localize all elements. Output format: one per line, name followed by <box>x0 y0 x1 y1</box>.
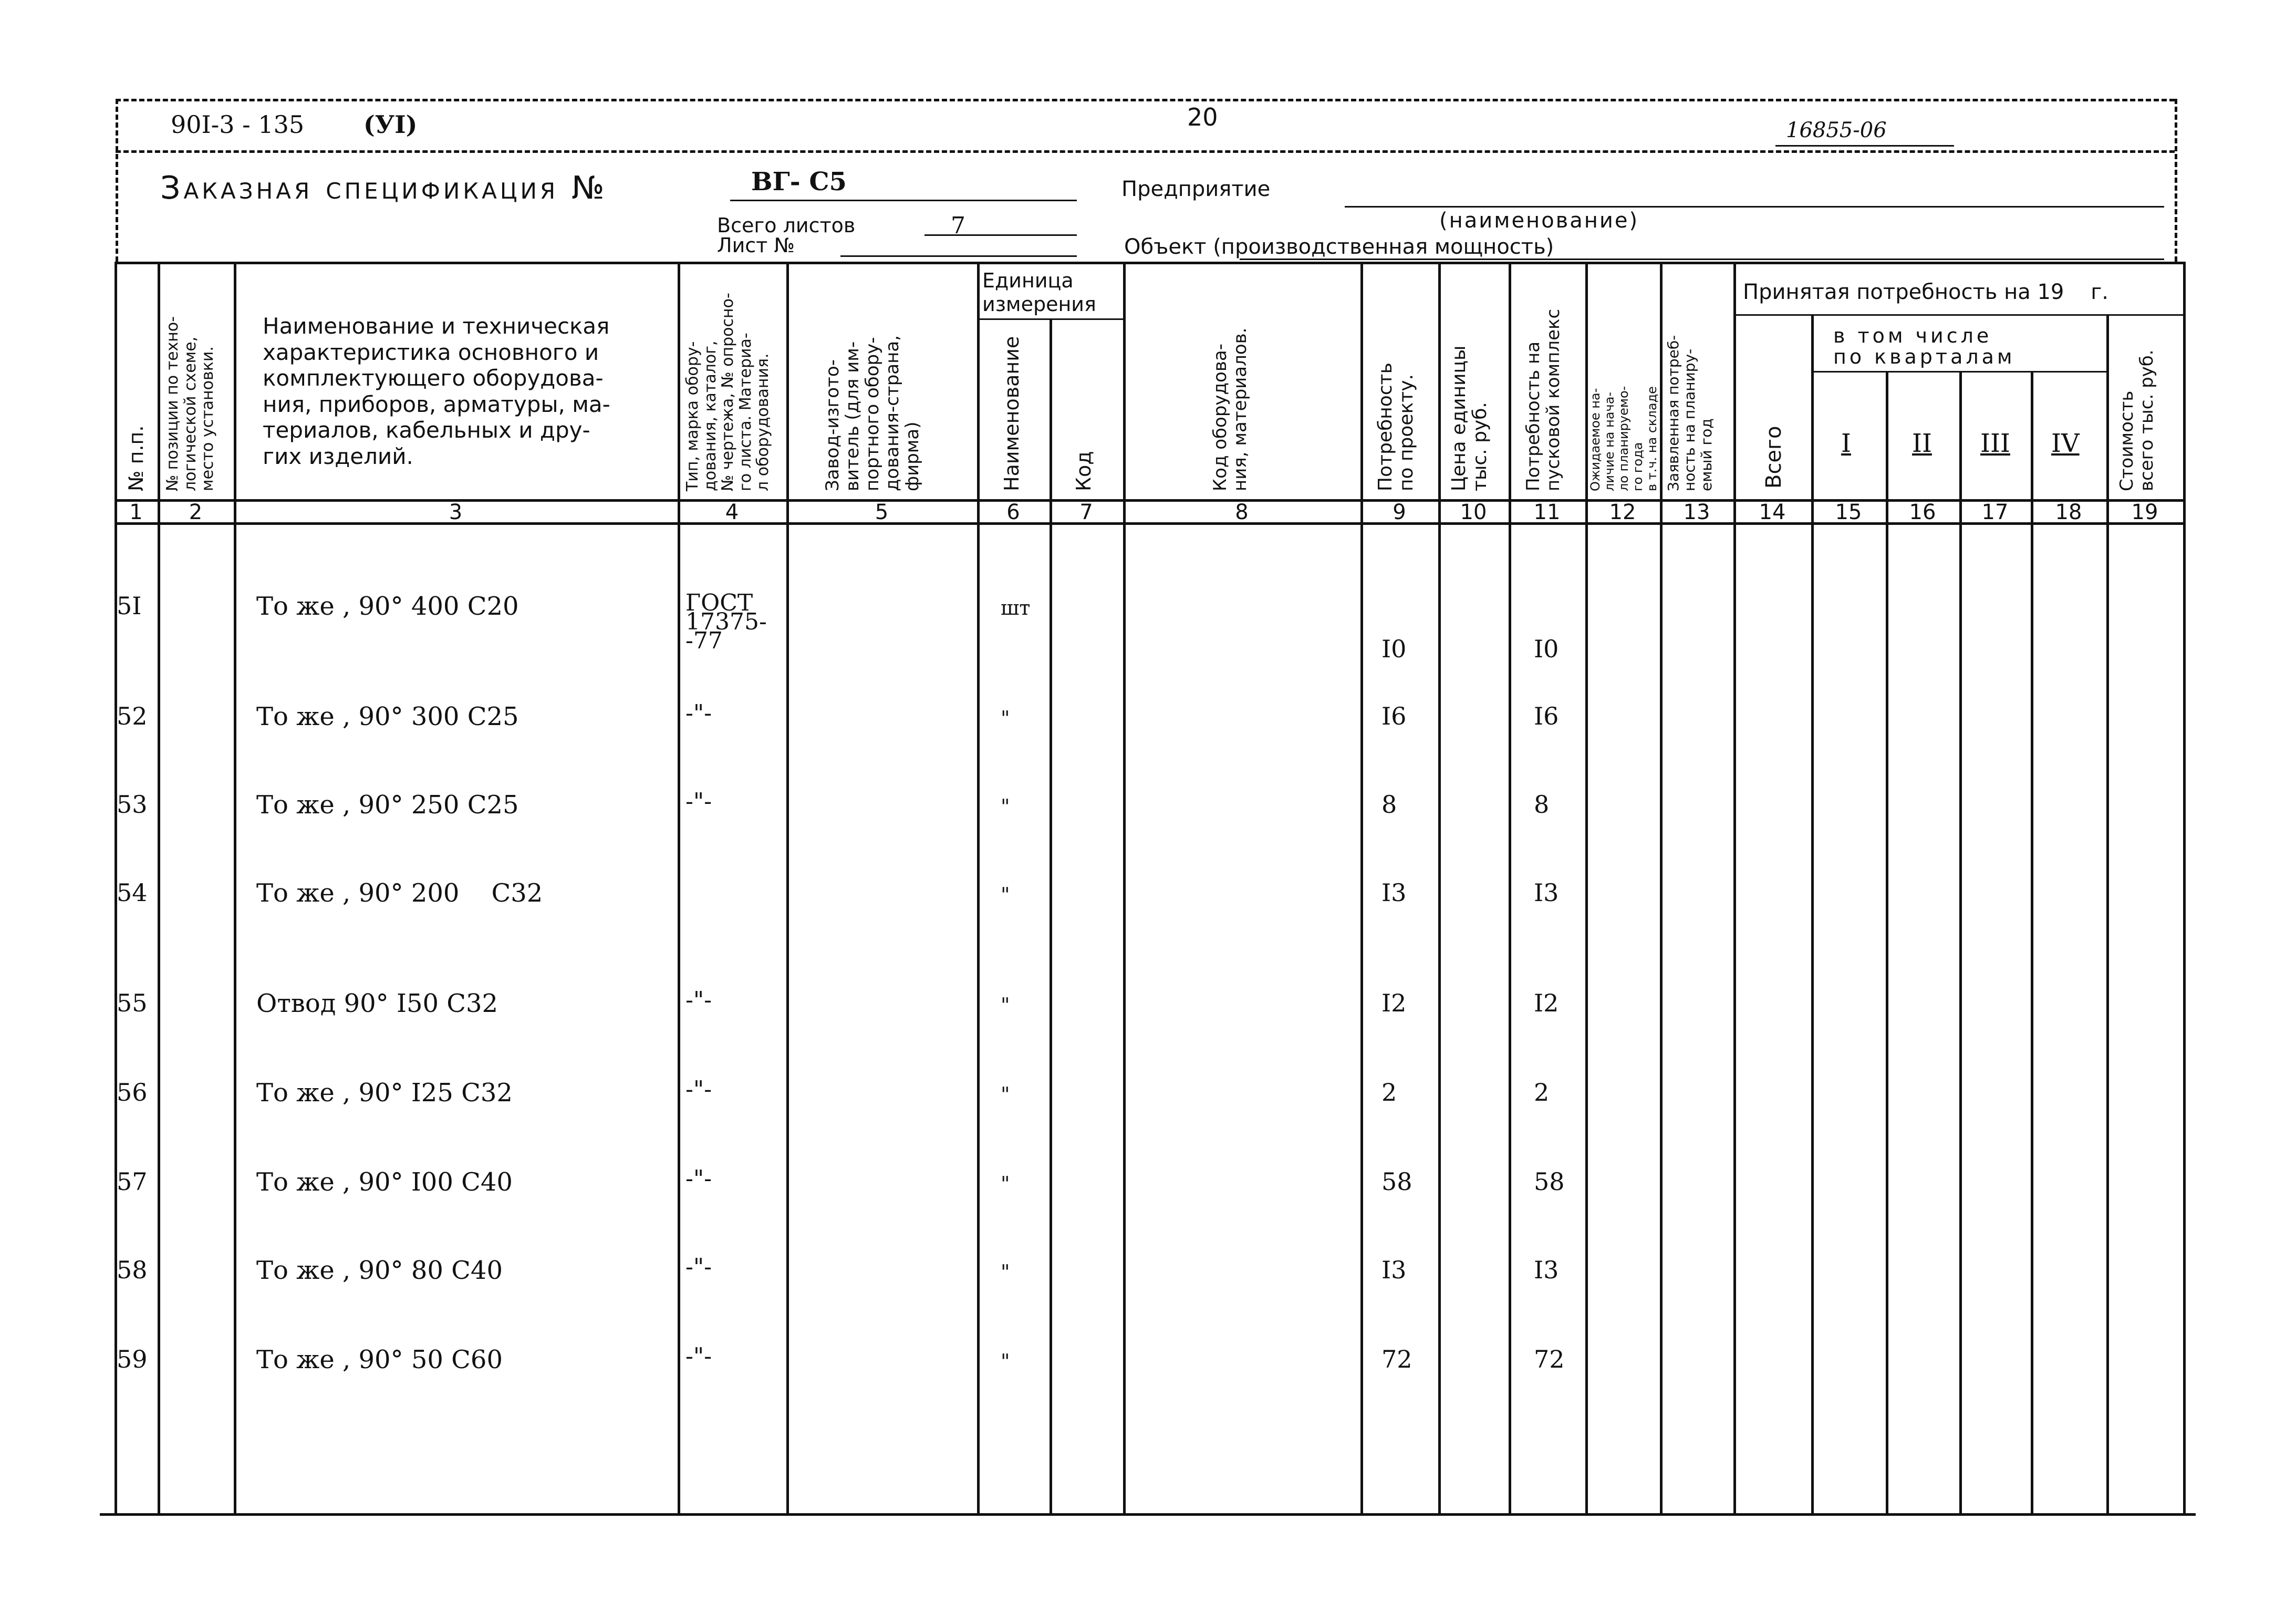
doc-part: (УI) <box>363 110 418 139</box>
column-number: 12 <box>1609 500 1636 524</box>
frame-top <box>116 99 2175 101</box>
row-number: 53 <box>117 790 148 819</box>
col-line-9 <box>1438 262 1441 1514</box>
header-col-19: Стоимость всего тыс. руб. <box>2116 349 2158 491</box>
row-name: Отвод 90° I50 С32 <box>256 989 498 1018</box>
row-unit: " <box>1001 795 1010 818</box>
row-number: 59 <box>117 1345 148 1373</box>
spec-title: Заказная спецификация № <box>160 170 608 206</box>
row-unit: " <box>1001 1172 1010 1195</box>
col-line-12 <box>1660 262 1663 1514</box>
row-name: То же , 90° 50 С60 <box>256 1345 503 1374</box>
col-line-19 <box>2183 262 2186 1514</box>
col-line-7 <box>1123 262 1126 1514</box>
row-type: -"- <box>685 1076 712 1103</box>
column-number: 14 <box>1759 500 1786 524</box>
row-type: -"- <box>685 700 712 727</box>
header-col-6: Наименование <box>1000 336 1023 491</box>
header-col-16: II <box>1912 429 1932 458</box>
row-need: I3 <box>1381 1256 1407 1284</box>
row-number: 57 <box>117 1167 148 1196</box>
row-type: -"- <box>685 1254 712 1280</box>
column-number: 3 <box>449 500 463 524</box>
col-line-17 <box>2031 371 2033 1514</box>
row-launch: 72 <box>1534 1345 1565 1373</box>
row-launch: 2 <box>1534 1078 1550 1107</box>
row-need: 58 <box>1381 1167 1412 1196</box>
row-type: ГОСТ 17375- -77 <box>685 590 767 655</box>
spec-number-line <box>730 200 1077 201</box>
header-col-14: Всего <box>1762 426 1786 489</box>
header-col-13: Заявленная потреб- ность на планиру- емый год <box>1665 335 1715 491</box>
row-type: -"- <box>685 1343 712 1370</box>
row-need: I2 <box>1381 989 1407 1017</box>
header-divider <box>116 150 2175 153</box>
header-col-8: Код оборудова- ния, материалов. <box>1210 327 1251 491</box>
row-launch: 8 <box>1534 790 1550 819</box>
header-col-3: Наименование и техническая характеристика основного и комплектующего оборудова- ния, приборов, арматуры, ма- териалов, кабельных и дру- гих изделий. <box>263 313 610 469</box>
column-number: 13 <box>1683 500 1710 524</box>
col-line-15 <box>1886 371 1888 1514</box>
row-need: 8 <box>1381 790 1397 819</box>
column-number: 19 <box>2131 500 2158 524</box>
column-number: 8 <box>1235 500 1249 524</box>
header-col-15: I <box>1841 429 1851 458</box>
header-col-11: Потребность на пусковой комплекс <box>1523 308 1564 491</box>
col-line-16 <box>1959 371 1962 1514</box>
col-line-8 <box>1360 262 1363 1514</box>
row-type: -"- <box>685 987 712 1014</box>
column-number: 10 <box>1460 500 1487 524</box>
row-number: 5I <box>117 592 142 620</box>
frame-right-upper <box>2175 99 2177 262</box>
row-number: 56 <box>117 1078 148 1107</box>
column-number: 9 <box>1393 500 1406 524</box>
row-launch: I3 <box>1534 1256 1559 1284</box>
column-number: 1 <box>129 500 143 524</box>
col-line-6 <box>1050 318 1052 1514</box>
table-top <box>116 262 2185 264</box>
row-unit: " <box>1001 1350 1010 1373</box>
col-line-1 <box>158 262 160 1514</box>
col-line-5 <box>977 262 980 1514</box>
row-launch: I3 <box>1534 878 1559 907</box>
row-name: То же , 90° 80 С40 <box>256 1256 503 1285</box>
header-col-1: № п.п. <box>124 425 148 491</box>
row-need: I6 <box>1381 702 1407 730</box>
header-col-9: Потребность по проекту. <box>1375 363 1418 491</box>
row-name: То же , 90° I25 С32 <box>256 1078 513 1108</box>
row-need: I3 <box>1381 878 1407 907</box>
sheet-label: Лист № <box>717 234 795 257</box>
column-number: 11 <box>1533 500 1561 524</box>
header-unit-group: Единица измерения <box>982 269 1096 316</box>
row-need: 72 <box>1381 1345 1412 1373</box>
column-number: 17 <box>1981 500 2009 524</box>
col-line-3 <box>678 262 680 1514</box>
column-number: 16 <box>1909 500 1936 524</box>
enterprise-label: Предприятие <box>1121 177 1271 201</box>
enterprise-line <box>1345 206 2164 208</box>
archive-underline <box>1775 145 1954 147</box>
column-number: 18 <box>2055 500 2082 524</box>
col-line-10 <box>1509 262 1511 1514</box>
column-number: 7 <box>1079 500 1093 524</box>
doc-code: 90I-3 - 135 <box>171 110 305 139</box>
row-name: То же , 90° 400 С20 <box>256 592 519 621</box>
total-sheets-line <box>924 234 1077 236</box>
col-line-2 <box>234 262 236 1514</box>
column-number: 6 <box>1006 500 1020 524</box>
column-number: 4 <box>725 500 739 524</box>
header-col-18: IV <box>2051 429 2080 458</box>
row-name: То же , 90° I00 С40 <box>256 1167 513 1197</box>
row-number: 54 <box>117 878 148 907</box>
row-type: -"- <box>685 1165 712 1192</box>
object-line <box>1240 259 2164 260</box>
row-name: То же , 90° 300 С25 <box>256 702 519 731</box>
col-line-4 <box>786 262 789 1514</box>
spec-number: ВГ- С5 <box>751 167 847 197</box>
row-number: 52 <box>117 702 148 730</box>
row-launch: 58 <box>1534 1167 1565 1196</box>
row-launch: I2 <box>1534 989 1559 1017</box>
row-number: 58 <box>117 1256 148 1284</box>
frame-left-upper <box>116 99 118 262</box>
column-number: 15 <box>1835 500 1862 524</box>
header-col-12: Ожидаемое на- личие на нача- ло планируемо- го года в т.ч. на складе <box>1588 386 1659 491</box>
header-col-4: Тип, марка обору- дования, каталог, № чертежа, № опросно- го листа. Материа- л оборудования. <box>683 293 773 491</box>
header-quarters-group: в том числе по кварталам <box>1833 324 2016 368</box>
row-unit: " <box>1001 1083 1010 1106</box>
header-accepted-group: Принятая потребность на 19 г. <box>1743 280 2108 304</box>
row-unit: " <box>1001 994 1010 1017</box>
header-col-10: Цена единицы тыс. руб. <box>1448 345 1491 491</box>
column-number: 2 <box>189 500 203 524</box>
header-col-7: Код <box>1072 451 1095 491</box>
row-launch: I6 <box>1534 702 1559 730</box>
row-unit: шт <box>1001 596 1031 619</box>
row-need: I0 <box>1381 635 1407 663</box>
row-name: То же , 90° 200 С32 <box>256 878 543 908</box>
naming-label: (наименование) <box>1439 209 1639 233</box>
sheet-line <box>840 255 1077 257</box>
col-line-13 <box>1733 262 1736 1514</box>
row-number: 55 <box>117 989 148 1017</box>
header-col-2: № позиции по техно- логической схеме, место установки. <box>163 316 217 491</box>
archive-number: 16855-06 <box>1786 118 1887 142</box>
row-name: То же , 90° 250 С25 <box>256 790 519 820</box>
row-type: -"- <box>685 788 712 815</box>
accepted-group-line <box>1733 314 2185 316</box>
row-unit: " <box>1001 883 1010 906</box>
total-sheets: 7 <box>951 212 965 239</box>
total-sheets-label: Всего листов <box>717 214 856 237</box>
table-bottom <box>100 1513 2196 1516</box>
header-col-5: Завод-изгото- витель (для им- портного обору- дования-страна, фирма) <box>822 335 923 491</box>
page-number: 20 <box>1187 103 1218 131</box>
row-launch: I0 <box>1534 635 1559 663</box>
column-number: 5 <box>875 500 889 524</box>
row-need: 2 <box>1381 1078 1397 1107</box>
row-unit: " <box>1001 707 1010 730</box>
col-line-14 <box>1811 314 1814 1514</box>
header-col-17: III <box>1980 429 2010 458</box>
object-label: Объект (производственная мощность) <box>1124 235 1554 259</box>
row-unit: " <box>1001 1260 1010 1284</box>
col-line-18 <box>2106 314 2109 1514</box>
